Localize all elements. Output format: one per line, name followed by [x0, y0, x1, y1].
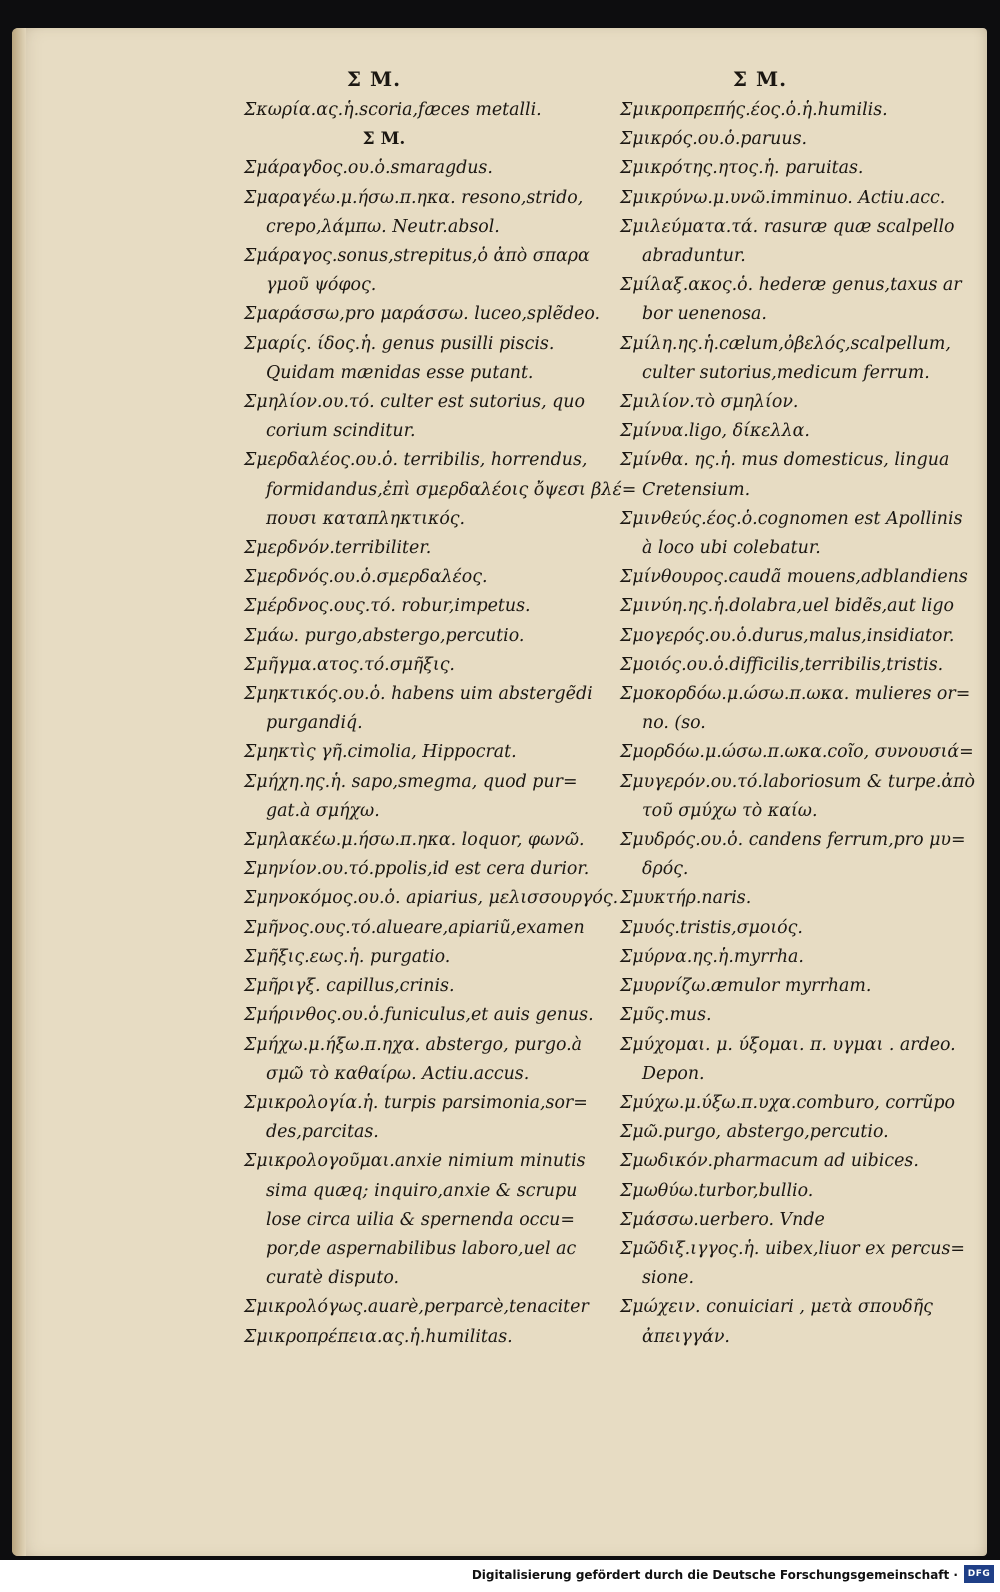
dictionary-entry-line: no. (so. [642, 713, 706, 734]
dictionary-entry-line: formidandus,ἐπὶ σμερδαλέοις ὄψεσι βλέ= [266, 479, 637, 500]
dictionary-entry-line: à loco ubi colebatur. [642, 538, 821, 559]
dictionary-entry-line: gat.à σμήχω. [266, 800, 380, 821]
dictionary-entry-line: Σμῆξις.εως.ἡ. purgatio. [244, 946, 451, 967]
dictionary-entry-line: Σμέρδνος.ους.τό. robur,impetus. [244, 596, 531, 617]
footer-bar [0, 1560, 1000, 1592]
left-column [244, 62, 637, 1352]
dictionary-entry-line: Σμάραγδος.ου.ὁ.smaragdus. [244, 158, 493, 179]
dictionary-entry-line: sione. [642, 1268, 694, 1289]
dictionary-entry-line: Σμικρολογοῦμαι.anxie nimium minutis [244, 1151, 586, 1172]
dictionary-entry-line: πουσι καταπληκτικός. [266, 508, 466, 529]
dictionary-entry-line: Σμήρινθος.ου.ὁ.funiculus,et auis genus. [244, 1005, 594, 1026]
dictionary-entry-line: Σμυός.tristis,σμοιός. [620, 917, 803, 938]
dictionary-entry-line: Σμώχειν. conuiciari , μετὰ σπουδῆς [620, 1297, 933, 1318]
dictionary-entry-line: Quidam mænidas esse putant. [266, 362, 534, 383]
dictionary-entry-line: Σμῦς.mus. [620, 1005, 712, 1026]
dictionary-entry-line: σμῶ τὸ καθαίρω. Actiu.accus. [266, 1063, 530, 1084]
dictionary-entry-line: sima quæq; inquiro,anxie & scrupu [266, 1180, 578, 1201]
left-entries-a [244, 96, 604, 125]
dictionary-entry-line: Σμιλεύματα.τά. rasuræ quæ scalpello [620, 216, 955, 237]
dictionary-entry-line: Σμαρίς. ίδος.ἡ. genus pusilli piscis. [244, 333, 555, 354]
dictionary-entry-line: Σμίνθουρος.caudã mouens,adblandiens [620, 567, 968, 588]
funding-notice: Digitalisierung gefördert durch die Deutsche Forschungsgemeinschaft · [471, 1568, 958, 1582]
dictionary-entry-line: curatè disputo. [266, 1268, 400, 1289]
left-running-header: Σ M. [346, 67, 402, 91]
dictionary-entry-line: abraduntur. [642, 246, 746, 267]
left-section-heading: Σ M. [362, 129, 406, 150]
dictionary-entry-line: lose circa uilia & spernenda occu= [266, 1209, 575, 1230]
dictionary-entry-line: Σμάσσω.uerbero. Vnde [620, 1209, 825, 1230]
dictionary-entry-line: Σμερδνόν.terribiliter. [244, 538, 432, 559]
dfg-logo: DFG [964, 1565, 994, 1583]
dictionary-entry-line: Σμικροπρεπής.έος.ὁ.ἡ.humilis. [620, 100, 888, 120]
dictionary-entry-line: Σμορδόω.μ.ώσω.π.ωκα.coĩo, συνουσιά= [620, 742, 974, 763]
dictionary-entry-line: Σμύχομαι. μ. ύξομαι. π. υγμαι . ardeo. [620, 1034, 956, 1055]
dictionary-entry-line: crepo,λάμπω. Neutr.absol. [266, 216, 500, 237]
dictionary-entry-line: ἀπειγγάν. [642, 1326, 730, 1347]
left-entries-b [244, 154, 637, 1351]
dictionary-entry-line: Σμιλίον.τὸ σμηλίον. [620, 392, 799, 413]
dictionary-entry-line: Σμῶ.purgo, abstergo,percutio. [620, 1122, 889, 1143]
dictionary-entry-line: Σμίλη.ης.ἡ.cælum,ὀβελός,scalpellum, [620, 333, 951, 354]
dictionary-entry-line: τοῦ σμύχω τὸ καίω. [642, 800, 818, 821]
dictionary-entry-line: bor uenenosa. [642, 304, 767, 325]
page-gutter [12, 28, 26, 1556]
dictionary-entry-line: Σμερδνός.ου.ὁ.σμερδαλέος. [244, 567, 488, 588]
dictionary-entry-line: Σμίνυα.ligo, δίκελλα. [620, 421, 810, 442]
dictionary-entry-line: Σμηλίον.ου.τό. culter est sutorius, quo [244, 392, 585, 413]
dictionary-entry-line: Σμίλαξ.ακος.ὁ. hederæ genus,taxus ar [620, 275, 962, 296]
dictionary-entry-line: Σμικρολογία.ἡ. turpis parsimonia,sor= [244, 1092, 588, 1113]
dictionary-entry-line: Σμυκτήρ.naris. [620, 888, 752, 909]
dictionary-entry-line: culter sutorius,medicum ferrum. [642, 362, 930, 383]
dictionary-entry-line: corium scinditur. [266, 421, 416, 442]
dictionary-entry-line: purgandiq́. [266, 713, 363, 734]
dictionary-entry-line: Σμικρολόγως.auarè,perparcè,tenaciter [244, 1297, 589, 1318]
dictionary-entry-line: Σμινύη.ης.ἡ.dolabra,uel bidẽs,aut ligo [620, 596, 954, 617]
dictionary-entry-line: Σμῆγμα.ατος.τό.σμῆξις. [244, 654, 455, 675]
dictionary-entry-line: Σμηκτικός.ου.ὁ. habens uim abstergẽdi [244, 684, 593, 705]
dictionary-entry-line: Σμῆριγξ. capillus,crinis. [244, 976, 455, 997]
dictionary-entry-line: Σμηνίον.ου.τό.ppolis,id est cera durior. [244, 859, 590, 880]
dictionary-entry-line: Σμινθεύς.έος.ὁ.cognomen est Apollinis [620, 508, 963, 529]
dictionary-entry-line: Σμυγερόν.ου.τό.laboriosum & turpe.ἀπὸ [620, 771, 976, 792]
right-entries [620, 96, 982, 1352]
dictionary-entry-line: des,parcitas. [266, 1122, 379, 1143]
dictionary-entry-line: Σμικροπρέπεια.ας.ἡ.humilitas. [244, 1326, 513, 1347]
dictionary-entry-line: Σμήχη.ης.ἡ. sapo,smegma, quod pur= [244, 771, 578, 792]
dictionary-entry-line: Σμαραγέω.μ.ήσω.π.ηκα. resono,strido, [244, 187, 584, 208]
dictionary-entry-line: δρός. [642, 859, 689, 880]
dictionary-entry-line: Σμωδικόν.pharmacum ad uibices. [620, 1151, 919, 1172]
dictionary-entry-line: Σμογερός.ου.ὁ.durus,malus,insidiator. [620, 625, 955, 646]
dictionary-entry-line: por,de aspernabilibus laboro,uel ac [266, 1238, 577, 1259]
dictionary-entry-line: Σμηνοκόμος.ου.ὁ. apiarius, μελισσουργός. [244, 888, 619, 909]
right-running-header: Σ M. [732, 67, 788, 91]
dictionary-entry-line: Σμηκτὶς γῆ.cimolia, Hippocrat. [244, 742, 517, 763]
dictionary-entry-line: Σμικρός.ου.ὁ.paruus. [620, 129, 808, 150]
dictionary-entry-line: Σμικρύνω.μ.υνῶ.imminuo. Actiu.acc. [620, 187, 946, 208]
dictionary-entry-line: Σμυρνίζω.æmulor myrrham. [620, 976, 872, 997]
dictionary-entry-line: Σμύρνα.ης.ἡ.myrrha. [620, 946, 804, 967]
dictionary-entry-line: Σμῆνος.ους.τό.alueare,apiariũ,examen [244, 917, 585, 938]
dictionary-entry-line: Σμοκορδόω.μ.ώσω.π.ωκα. mulieres or= [620, 684, 971, 705]
dictionary-entry-line: Σμύχω.μ.ύξω.π.υχα.comburo, corrũpo [620, 1092, 955, 1113]
dictionary-entry-line: Σμηλακέω.μ.ήσω.π.ηκα. loquor, φωνῶ. [244, 830, 585, 851]
dictionary-entry-line: Σμυδρός.ου.ὁ. candens ferrum,pro μυ= [620, 830, 966, 851]
dictionary-entry-line: Σμῶδιξ.ιγγος.ἡ. uibex,liuor ex percus= [620, 1238, 965, 1259]
dictionary-entry-line: Cretensium. [642, 479, 751, 500]
dictionary-entry-line: Σμάω. purgo,abstergo,percutio. [244, 625, 525, 646]
dictionary-entry-line: Depon. [642, 1063, 705, 1084]
dictionary-entry-line: Σκωρία.ας.ἡ.scoria,fæces metalli. [244, 100, 542, 120]
dictionary-entry-line: Σμωθύω.turbor,bullio. [620, 1180, 814, 1201]
dictionary-entry-line: γμοῦ ψόφος. [266, 275, 377, 296]
right-column [620, 62, 982, 1352]
dictionary-entry-line: Σμερδαλέος.ου.ὁ. terribilis, horrendus, [244, 450, 588, 471]
dictionary-entry-line: Σμήχω.μ.ήξω.π.ηχα. abstergo, purgo.à [244, 1034, 583, 1055]
dictionary-entry-line: Σμίνθα. ης.ἡ. mus domesticus, lingua [620, 450, 950, 471]
dictionary-entry-line: Σμαράσσω,pro μαράσσω. luceo,splẽdeo. [244, 304, 601, 325]
dictionary-entry-line: Σμοιός.ου.ὁ.difficilis,terribilis,tristis. [620, 654, 944, 675]
dictionary-entry-line: Σμάραγος.sonus,strepitus,ὁ ἀπὸ σπαρα [244, 246, 590, 267]
dictionary-entry-line: Σμικρότης.ητος.ἡ. paruitas. [620, 158, 864, 179]
